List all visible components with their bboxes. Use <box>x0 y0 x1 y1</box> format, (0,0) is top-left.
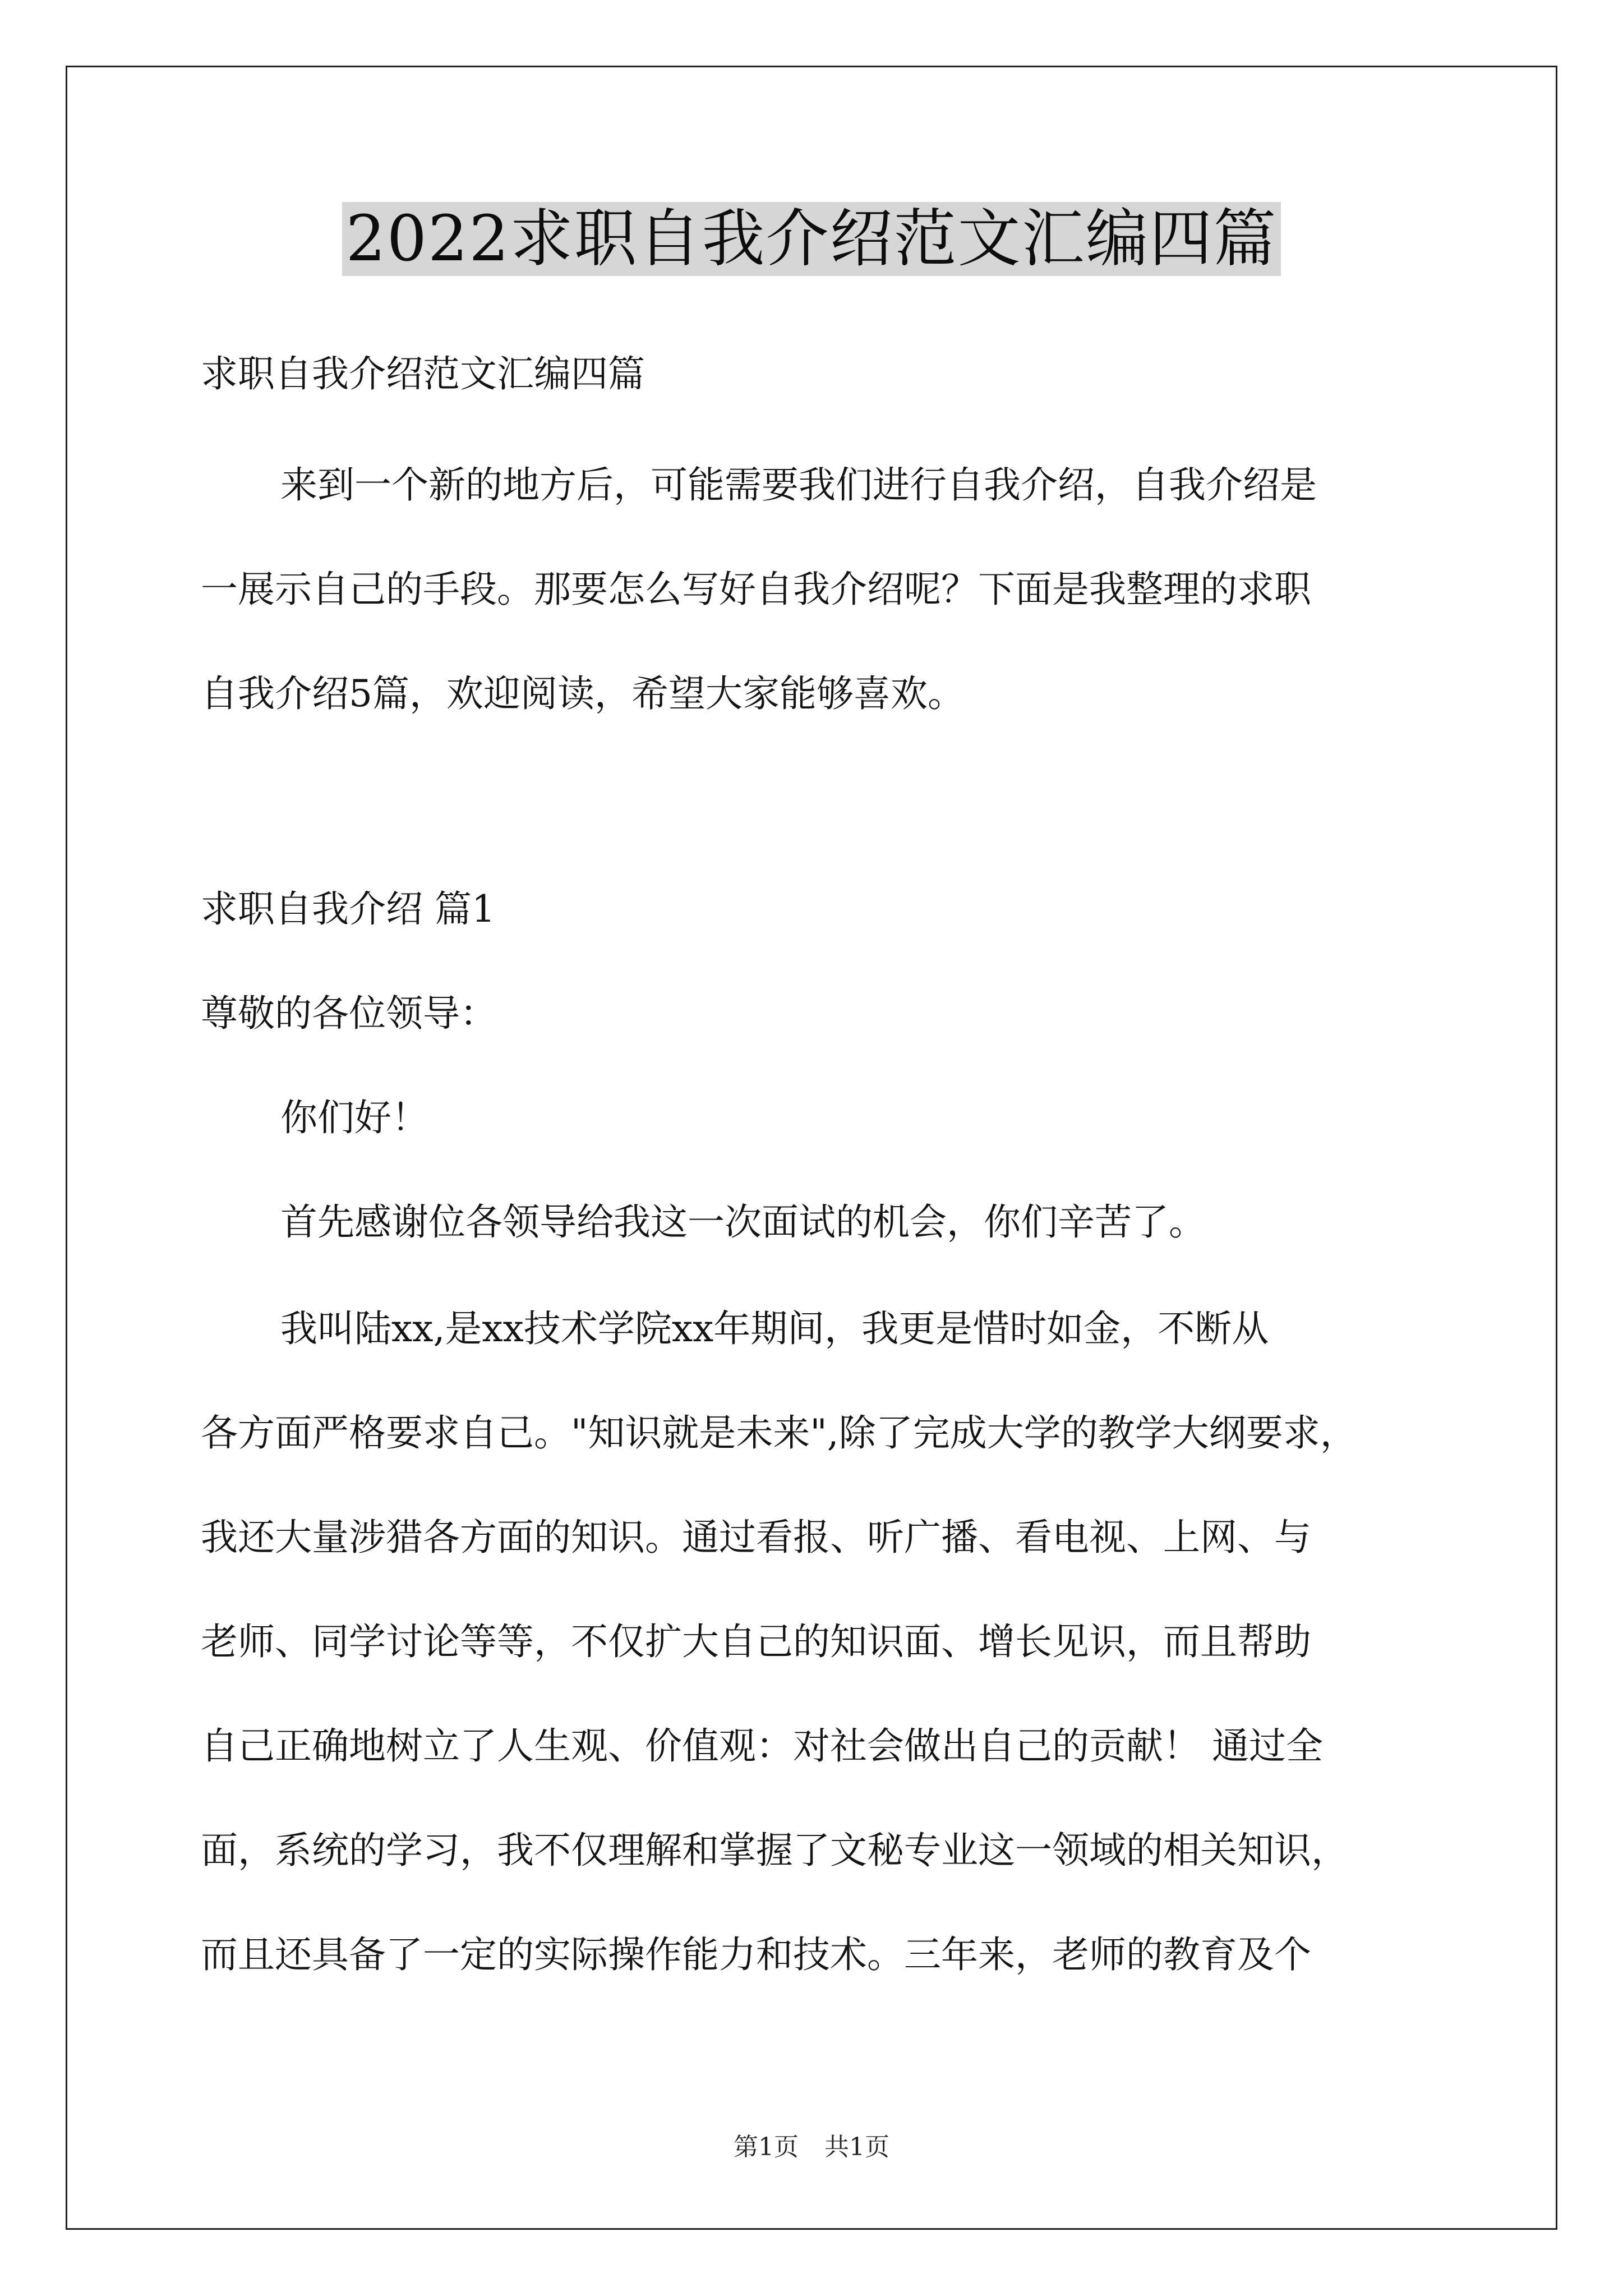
title-container <box>0 202 1623 276</box>
page-footer <box>0 2133 1623 2162</box>
document-title: 2022求职自我介绍范文汇编四篇 <box>342 202 1280 276</box>
section-heading: 求职自我介绍 篇1 <box>201 887 495 931</box>
paragraph-line-3: 我还大量涉猎各方面的知识。通过看报、听广播、看电视、上网、与 <box>201 1516 1311 1559</box>
intro-line-3: 自我介绍5篇，欢迎阅读，希望大家能够喜欢。 <box>201 672 965 715</box>
document-subtitle: 求职自我介绍范文汇编四篇 <box>201 352 645 395</box>
paragraph-line-2: 各方面严格要求自己。"知识就是未来",除了完成大学的教学大纲要求， <box>201 1411 1357 1455</box>
paragraph-line-5: 自己正确地树立了人生观、价值观：对社会做出自己的贡献！ 通过全 <box>201 1724 1323 1768</box>
greeting: 你们好！ <box>280 1096 428 1139</box>
intro-line-1: 来到一个新的地方后，可能需要我们进行自我介绍，自我介绍是 <box>280 463 1317 507</box>
salutation: 尊敬的各位领导： <box>201 992 497 1035</box>
page-number: 第1页 <box>734 2133 799 2161</box>
paragraph-line-4: 老师、同学讨论等等，不仅扩大自己的知识面、增长见识，而且帮助 <box>201 1620 1311 1663</box>
intro-line-2: 一展示自己的手段。那要怎么写好自我介绍呢？下面是我整理的求职 <box>201 568 1311 611</box>
page-total: 共1页 <box>824 2133 889 2161</box>
thanks-line: 首先感谢位各领导给我这一次面试的机会，你们辛苦了。 <box>280 1200 1206 1244</box>
paragraph-line-6: 面，系统的学习，我不仅理解和掌握了文秘专业这一领域的相关知识， <box>201 1829 1348 1872</box>
paragraph-line-7: 而且还具备了一定的实际操作能力和技术。三年来，老师的教育及个 <box>201 1933 1311 1976</box>
paragraph-line-1: 我叫陆xx,是xx技术学院xx年期间，我更是惜时如金，不断从 <box>280 1307 1269 1350</box>
